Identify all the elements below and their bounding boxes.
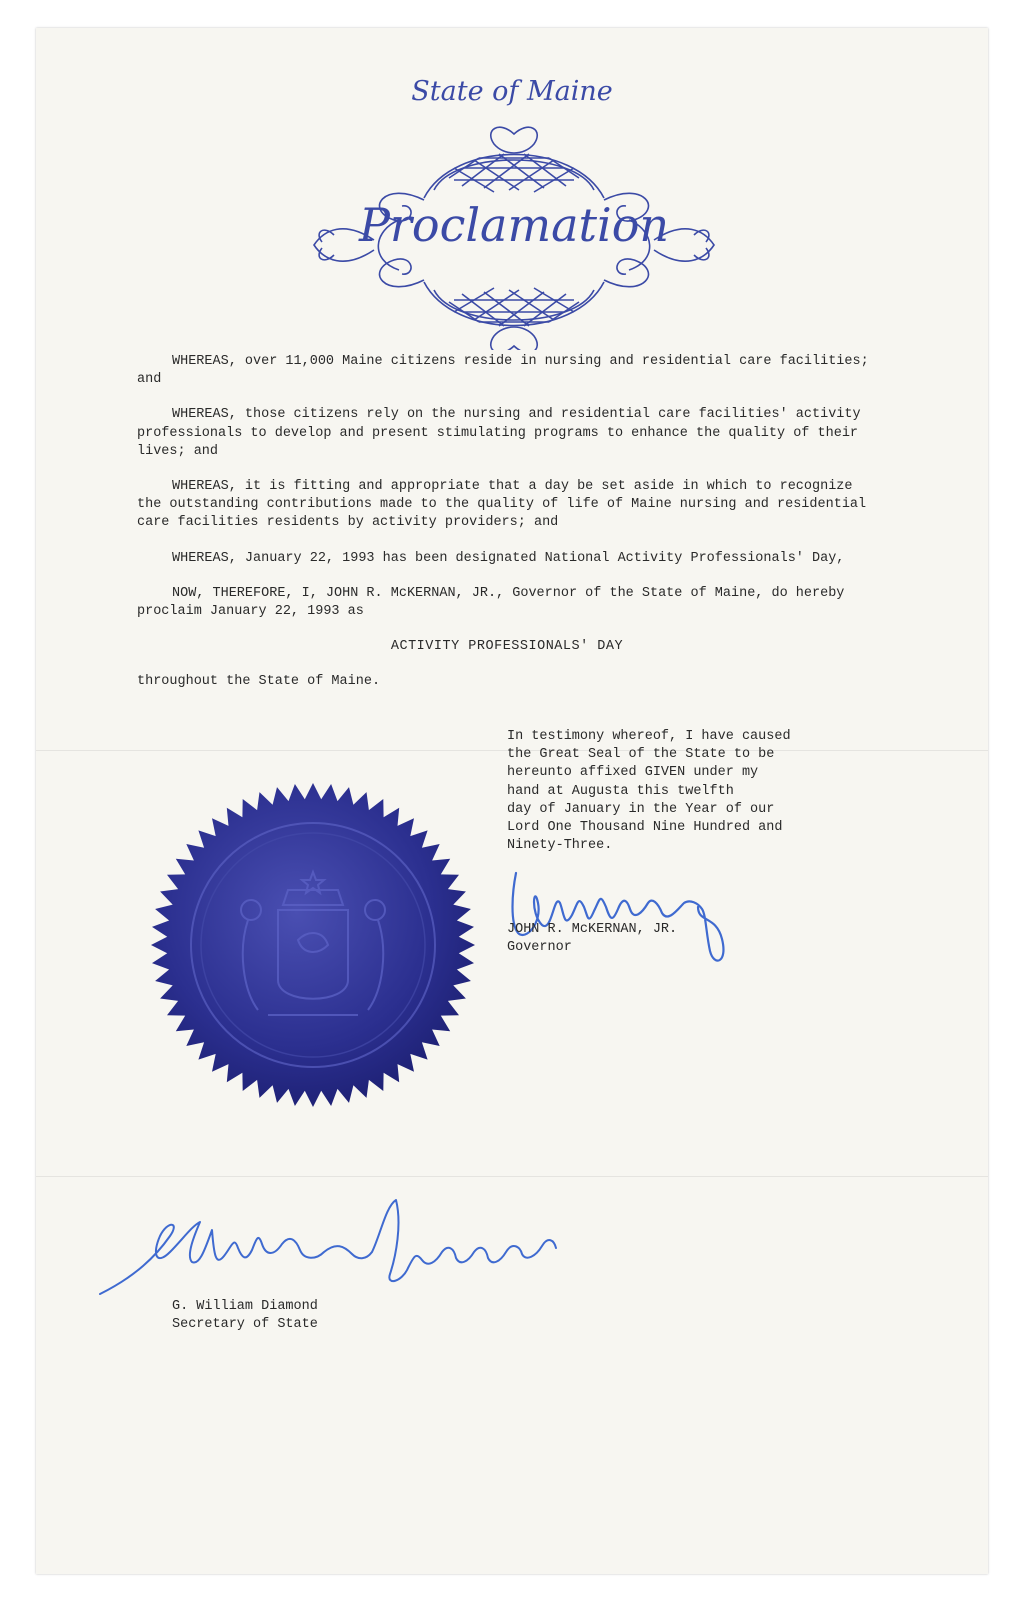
testimony-line: hand at Augusta this twelfth [507,783,734,799]
proclaimed-day: ACTIVITY PROFESSIONALS' DAY [390,639,624,655]
testimony-line: the Great Seal of the State to be [507,747,775,763]
whereas-paragraph-2: WHEREAS, those citizens rely on the nursing and residential care facilities' activity professionals to develop and present stimulating programs to enhance the quality of their lives; and [137,407,861,459]
governor-signature-block [507,921,677,957]
state-heading: State of Maine [411,76,613,107]
whereas-paragraph-1: WHEREAS, over 11,000 Maine citizens reside in nursing and residential care facilities; and [137,354,869,388]
therefore-paragraph: NOW, THEREFORE, I, JOHN R. McKERNAN, JR., Governor of the State of Maine, do hereby proclaim January 22, 1993 as [137,585,845,620]
governor-name: JOHN R. McKERNAN, JR. [507,922,678,937]
whereas-paragraph-4: WHEREAS, January 22, 1993 has been designated National Activity Professionals' Day, [172,550,845,566]
testimony-line: Lord One Thousand Nine Hundred and [507,820,783,836]
testimony-line: day of January in the Year of our [507,801,775,817]
proclamation-body [137,353,877,692]
proclamation-title: Proclamation [358,198,670,252]
secretary-title: Secretary of State [172,1317,318,1333]
proclamation-ornament [304,120,724,350]
proclamation-document [36,28,988,1574]
testimony-block [507,728,847,855]
secretary-signature-block [172,1298,318,1334]
testimony-line: hereunto affixed GIVEN under my [507,765,759,781]
closing-line: throughout the State of Maine. [137,674,381,690]
secretary-signature-icon [96,1196,576,1306]
testimony-line: Ninety-Three. [507,838,613,854]
governor-title: Governor [507,940,572,956]
fold-line [36,1176,988,1177]
testimony-line: In testimony whereof, I have caused [507,729,791,744]
whereas-paragraph-3: WHEREAS, it is fitting and appropriate that a day be set aside in which to recognize the outstanding contributions made to the quality of life of Maine nursing and residential care facilities residents by activity providers; and [137,479,867,531]
great-seal-icon [148,780,478,1110]
secretary-name: G. William Diamond [172,1299,318,1314]
